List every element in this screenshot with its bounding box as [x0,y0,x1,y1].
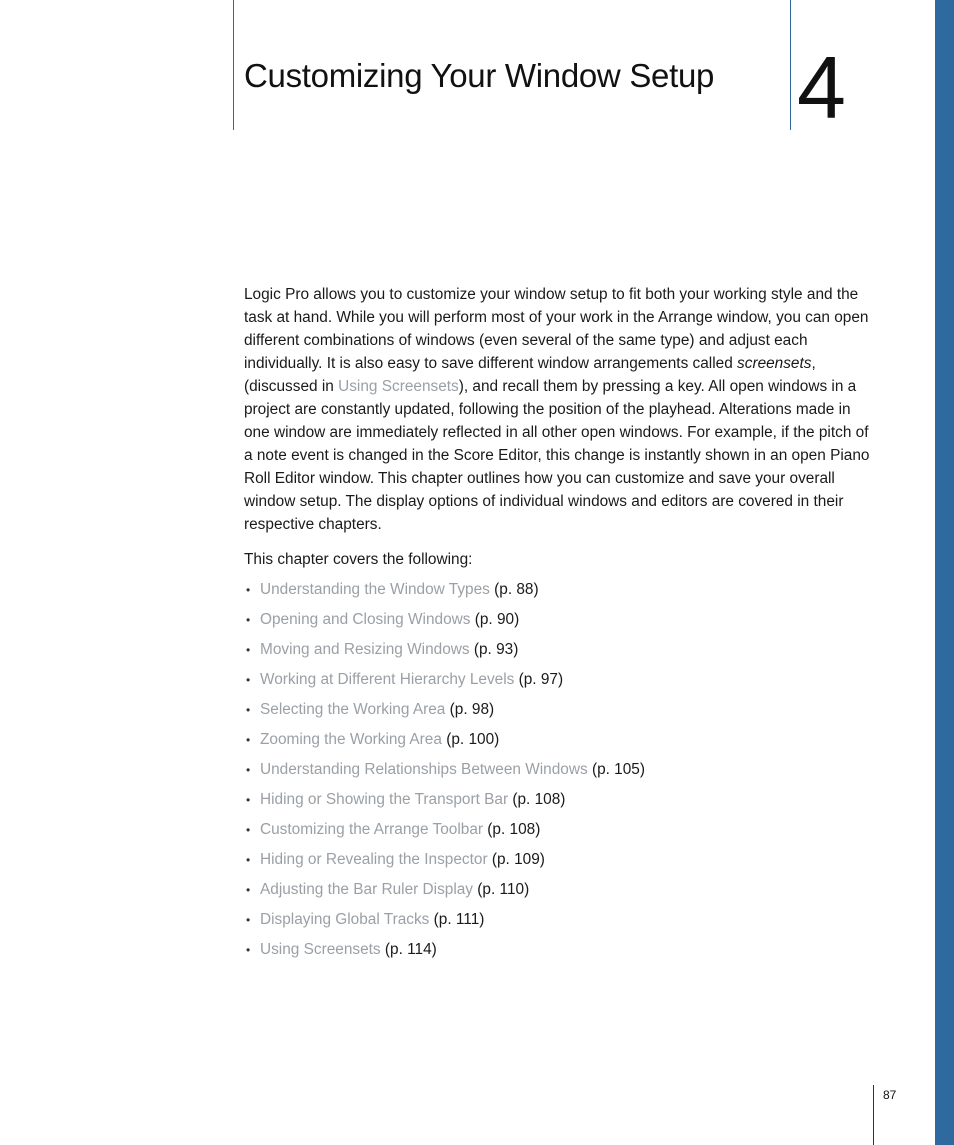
bullet-icon: • [246,583,251,597]
toc-link[interactable]: Moving and Resizing Windows [260,641,470,658]
toc-page: (p. 88) [489,581,539,598]
bullet-icon: • [246,793,251,807]
toc-item [244,789,645,819]
toc-link[interactable]: Adjusting the Bar Ruler Display [260,881,474,898]
toc-item [244,849,645,879]
toc-list [244,579,645,969]
intro-link-using-screensets[interactable]: Using Screensets [338,378,459,395]
bullet-icon: • [246,913,251,927]
bullet-icon: • [246,673,251,687]
toc-link[interactable]: Zooming the Working Area [260,731,442,748]
toc-item [244,729,645,759]
toc-link[interactable]: Displaying Global Tracks [260,911,430,928]
toc-page: (p. 111) [429,911,485,928]
toc-item [244,669,645,699]
bullet-icon: • [246,703,251,717]
intro-paragraph [244,283,876,536]
toc-item [244,939,645,969]
toc-page: (p. 110) [473,881,530,898]
toc-item [244,759,645,789]
bullet-icon: • [246,853,251,867]
bullet-icon: • [246,823,251,837]
toc-page: (p. 97) [514,671,564,688]
bullet-icon: • [246,613,251,627]
toc-page: (p. 93) [469,641,519,658]
toc-page: (p. 90) [470,611,520,628]
intro-text-1: Logic Pro allows you to customize your window setup to fit both your working style and the task at hand. While you will perform most of your work in the Arrange window, you can open different combinations of windows (even several of the same type) and adjust each individually. It is also easy to save different window arrangements called [244,286,869,372]
toc-link[interactable]: Using Screensets [260,941,381,958]
toc-item [244,579,645,609]
toc-page: (p. 109) [487,851,545,868]
toc-link[interactable]: Understanding the Window Types [260,581,490,598]
bullet-icon: • [246,763,251,777]
toc-item [244,609,645,639]
toc-link[interactable]: Customizing the Arrange Toolbar [260,821,484,838]
chapter-side-bar [935,0,954,1145]
chapter-title: Customizing Your Window Setup [244,57,715,94]
toc-link[interactable]: Selecting the Working Area [260,701,446,718]
toc-link[interactable]: Understanding Relationships Between Windows [260,761,588,778]
bullet-icon: • [246,943,251,957]
bullet-icon: • [246,643,251,657]
toc-item [244,639,645,669]
chapter-number: 4 [797,38,846,137]
intro-text-3: ), and recall them by pressing a key. All open windows in a project are constantly updated, following the position of the playhead. Alterations made in one window are immediately reflected in all other open windows. For example, if the pitch of a note event is changed in the Score Editor, this change is instantly shown in an open Piano Roll Editor window. This chapter outlines how you can customize and save your overall window setup. The display options of individual windows and editors are covered in their respective chapters. [244,378,870,533]
bullet-icon: • [246,883,251,897]
toc-item [244,909,645,939]
toc-link[interactable]: Hiding or Revealing the Inspector [260,851,488,868]
toc-page: (p. 105) [587,761,645,778]
bullet-icon: • [246,733,251,747]
toc-link[interactable]: Hiding or Showing the Transport Bar [260,791,509,808]
footer-rule [873,1085,874,1145]
toc-page: (p. 100) [441,731,500,748]
toc-page: (p. 114) [380,941,437,958]
toc-page: (p. 108) [483,821,541,838]
toc-page: (p. 98) [445,701,495,718]
page-number: 87 [883,1088,897,1102]
toc-item [244,819,645,849]
intro-italic-term: screensets [737,355,812,372]
toc-item [244,879,645,909]
header-rule-right [790,0,791,130]
toc-link[interactable]: Opening and Closing Windows [260,611,471,628]
toc-page: (p. 108) [508,791,566,808]
toc-item [244,699,645,729]
toc-link[interactable]: Working at Different Hierarchy Levels [260,671,515,688]
intro-text-2: , (discussed in [244,355,816,395]
covers-intro: This chapter covers the following: [244,551,473,568]
header-rule-left [233,0,234,130]
